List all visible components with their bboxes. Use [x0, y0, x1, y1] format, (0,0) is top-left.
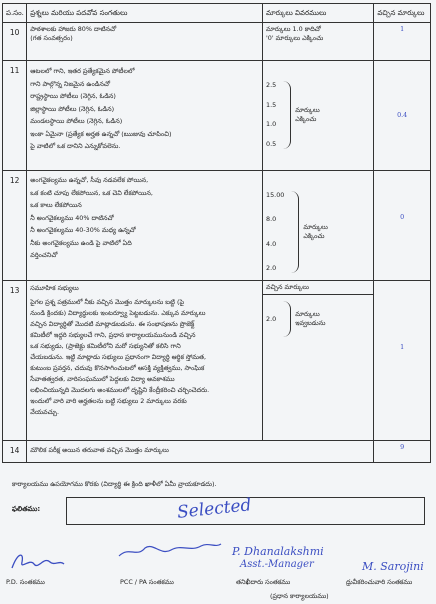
table-row	[3, 281, 431, 441]
row-line: నీ అంగవైకల్యము 40% దాటినచో	[30, 213, 114, 222]
row-detail	[263, 61, 374, 171]
value: 0.5	[266, 139, 277, 148]
office-note: కార్యాలయము ఉపయోగము కొరకు (విద్యార్థి ఈ క్రింది ఖాళీలో ఏమీ వ్రాయకూడదు).	[12, 480, 217, 488]
mark-value: 1	[400, 343, 405, 352]
row-line: జిల్లాస్థాయి పోటీలు (నెగ్గిన, ఓడిన)	[30, 104, 115, 113]
pcc-signature-label: PCC / PA సంతకము	[120, 578, 174, 586]
row-number: 11	[3, 61, 27, 171]
value: 2.0	[266, 314, 277, 323]
row-detail	[263, 281, 374, 441]
row-line: కుటుంబ ప్రవర్తన, చదువు కొనసాగించుటలో ఆసక్తి వ్యక్తిత్వము, సాంఘిక	[30, 364, 205, 373]
brace	[280, 81, 291, 149]
value: 2.0	[266, 263, 277, 272]
field-signature-label: తనిఖీదారు సంతకము	[236, 578, 291, 586]
brace-label: ఎక్కించు	[303, 232, 325, 241]
row-line: ఒక కంటి చూపు లేకపోయిన, ఒక చెవి లేకపోయిన,	[30, 188, 153, 197]
row-text	[27, 171, 263, 281]
row-number: 13	[3, 281, 27, 441]
pcc-signature	[115, 538, 225, 562]
col-detail-header: మార్కులు వివరములు	[263, 4, 374, 23]
office-signer-name: M. Sarojini	[362, 560, 424, 573]
row-line: చేయబడును. ఇట్టి మాట్లాడు సభ్యులు ప్రధానంగా విద్యార్థి ఆర్థిక స్తోమత,	[30, 353, 207, 362]
row-line: మండలస్థాయి పోటీలు (నెగ్గిన, ఓడిన)	[30, 117, 123, 126]
row-line: కమిటీలో ఇద్దరి సభ్యులచే గాని, ప్రధాన కార్యాలయమునుండి వచ్చిన	[30, 331, 196, 340]
row-line: లభించియున్నది మొదలగు అంశములలో దృష్టిని కేంద్రీకరించి చర్చించెదరు.	[30, 386, 210, 395]
office-signature-sub: (ప్రధాన కార్యాలయము)	[270, 592, 329, 600]
awarded-mark	[374, 281, 431, 441]
value-list	[266, 191, 284, 273]
brace-label: ఇవ్వబడును	[295, 319, 326, 328]
row-line: వర్తించనిచో	[30, 251, 58, 260]
value: 1.5	[266, 100, 277, 109]
row-line: వేయవచ్చు.	[30, 408, 59, 417]
mark-value: 0.4	[397, 111, 408, 120]
row-number: 14	[3, 441, 27, 463]
value-list	[266, 81, 276, 149]
row-line: పై వాటిలో ఒక దానిని ఎన్నుకోవలెను.	[30, 142, 121, 151]
row-text	[27, 281, 263, 441]
result-value: Selected	[176, 495, 253, 523]
row-line: ఒక సభ్యుడు, (ప్రాజెక్టు కమిటీలోని మరో సభ్యునితో కలిసి గాని	[30, 342, 181, 351]
table-row	[3, 441, 431, 463]
row-line: గాని పాల్గొన్న నిజమైన ఉండినచో	[30, 79, 111, 88]
field-officer-name: P. Dhanalakshmi	[232, 545, 324, 558]
brace	[280, 301, 291, 337]
row-line: ఇంకా ఏమైనా (ప్రత్యేక అర్హత ఉన్నచో (ఋజువు చూపించి)	[30, 129, 172, 138]
row-number: 10	[3, 23, 27, 61]
row-line: (గత సంవత్సరం)	[30, 34, 73, 43]
table-header	[3, 4, 431, 23]
brace-label: మార్కులు	[295, 310, 320, 319]
table-row	[3, 61, 431, 171]
marks-table	[2, 3, 431, 463]
office-signature-label: ధ్రువీకరించువారి సంతకము	[346, 578, 413, 586]
mark-value: 0	[400, 213, 405, 222]
value: 2.5	[266, 81, 277, 90]
row-line: పైగల ప్రశ్న పత్రములో నీకు వచ్చిన మొత్తం మార్కులను బట్టి (పై	[30, 298, 185, 307]
row-detail	[263, 23, 374, 61]
value: 15.00	[266, 191, 285, 200]
pd-signature-label: P.D. సంతకము	[6, 578, 45, 586]
result-box	[66, 497, 425, 525]
pd-signature	[8, 548, 68, 574]
brace-label: మార్కులు	[295, 105, 320, 114]
result-label: ఫలితము:	[12, 505, 41, 513]
row-detail	[263, 171, 374, 281]
col-no-header: ప.సం.	[3, 4, 27, 23]
row-line: నుండి క్రిందకు) విద్యార్థులకు ఇంటర్వ్యూ పెట్టబడును. ఎక్కువ మార్కులు	[30, 309, 206, 318]
table-row	[3, 23, 431, 61]
row-line: సేవాతత్వరత, వారిసంఘములో పెద్దలకు విద్యా అవకాశము	[30, 375, 175, 384]
row-line: ఒక కాలు లేకపోయిన	[30, 201, 82, 210]
brace-label: మార్కులు	[303, 222, 328, 231]
row-line: నీ అంగవైకల్యము 40-30% మధ్య ఉన్నచో	[30, 226, 136, 235]
row-title: సమూహిక సభ్యులు	[30, 284, 79, 293]
value: 4.0	[266, 239, 277, 248]
value-list	[266, 301, 276, 337]
row-line: పాఠశాలకు హాజరు 80% దాటినచో	[30, 25, 117, 34]
awarded-mark	[374, 61, 431, 171]
row-line: ఇందులో వారి వారి అర్హతలను బట్టి సభ్యులు 2 మార్కులు వరకు	[30, 397, 187, 406]
brace	[288, 191, 299, 273]
detail-line: '0' మార్కులు ఎక్కించు	[266, 34, 324, 43]
row-line: అంగవైకల్యము ఉన్నచో, సీవు నడవలేక పోయిన,	[30, 176, 149, 185]
row-line: మౌలిక పరీక్ష అయిన తరువాత వచ్చిన మొత్తం మార్కులు	[30, 446, 169, 455]
row-line: ఆటలలో గాని, ఇతర ప్రత్యేకమైన పోటీలలో	[30, 67, 135, 76]
row-line: రాష్ట్రస్థాయి పోటీలు (నెగ్గిన, ఓడిన)	[30, 92, 116, 101]
awarded-mark: 1	[374, 23, 431, 61]
row-text	[27, 23, 263, 61]
row-text	[27, 61, 263, 171]
row-line: వచ్చిన విద్యార్థితో మొదటి మాట్లాడబడును. ఈ సంభాషణను ప్రొజెక్ట్	[30, 320, 195, 329]
row-number: 12	[3, 171, 27, 281]
detail-line: మార్కులు 1.0 కాదిచో	[266, 25, 321, 34]
table-row	[3, 171, 431, 281]
row-line: నీకు అంగవైకల్యము ఉండి పై వాటిలో ఏది	[30, 238, 132, 247]
awarded-mark: 9	[374, 441, 431, 463]
col-marks-header: వచ్చిన మార్కులు	[374, 4, 431, 23]
col-item-header: ప్రశ్నలు మరియు పదవోవ సంగతులు	[27, 4, 263, 23]
awarded-mark	[374, 171, 431, 281]
sub-header: వచ్చిన మార్కులు	[263, 281, 373, 295]
value: 1.0	[266, 120, 277, 129]
value: 8.0	[266, 215, 277, 224]
brace-label: ఎక్కించు	[295, 115, 317, 124]
field-officer-title: Asst.-Manager	[240, 559, 314, 570]
row-text	[27, 441, 374, 463]
